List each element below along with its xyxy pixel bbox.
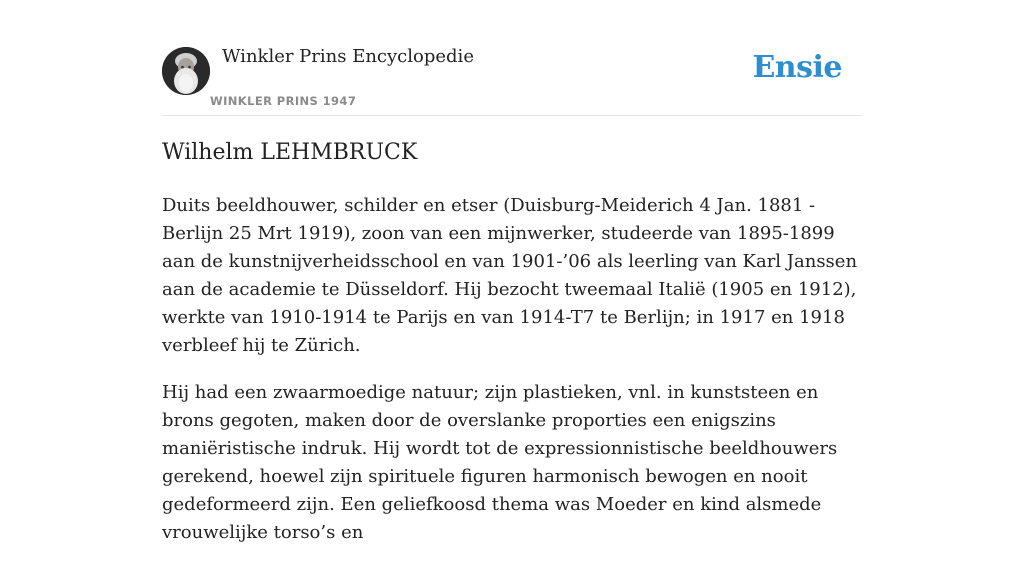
collection-label[interactable]: WINKLER PRINS 1947 — [210, 94, 357, 108]
brand-logo[interactable]: Ensie — [752, 50, 842, 85]
article-page — [162, 0, 862, 543]
article-paragraph: Duits beeldhouwer, schilder en etser (Duisburg-Meiderich 4 Jan. 1881 -Berlijn 25 Mrt 1919), zoon van een mijnwerker, studeerde van 1895-1899 aan de kunstnijverheidsschool en van 1901-’06 als leerling van Karl Janssen aan de academie te Düsseldorf. Hij bezocht tweemaal Italië (1905 en 1912), werkte van 1910-1914 te Parijs en van 1914-T7 te Berlijn; in 1917 en 1918 verbleef hij te Zürich. — [162, 195, 858, 356]
portrait-image — [162, 47, 210, 95]
site-name[interactable]: Winkler Prins Encyclopedie — [222, 46, 474, 67]
site-header — [162, 0, 862, 116]
article-paragraph: Hij had een zwaarmoedige natuur; zijn plastieken, vnl. in kunststeen en brons gegoten, maken door de overslanke proporties een enigszins maniëristische indruk. Hij wordt tot de expressionnistische beeldhouwers gerekend, hoewel zijn spirituele figuren harmonisch bewogen en nooit gedeformeerd zijn. Een geliefkoosd thema was Moeder en kind alsmede vrouwelijke torso’s en — [162, 382, 838, 543]
article-body — [162, 192, 862, 566]
author-avatar[interactable] — [162, 47, 210, 95]
page-title: Wilhelm LEHMBRUCK — [162, 140, 418, 165]
